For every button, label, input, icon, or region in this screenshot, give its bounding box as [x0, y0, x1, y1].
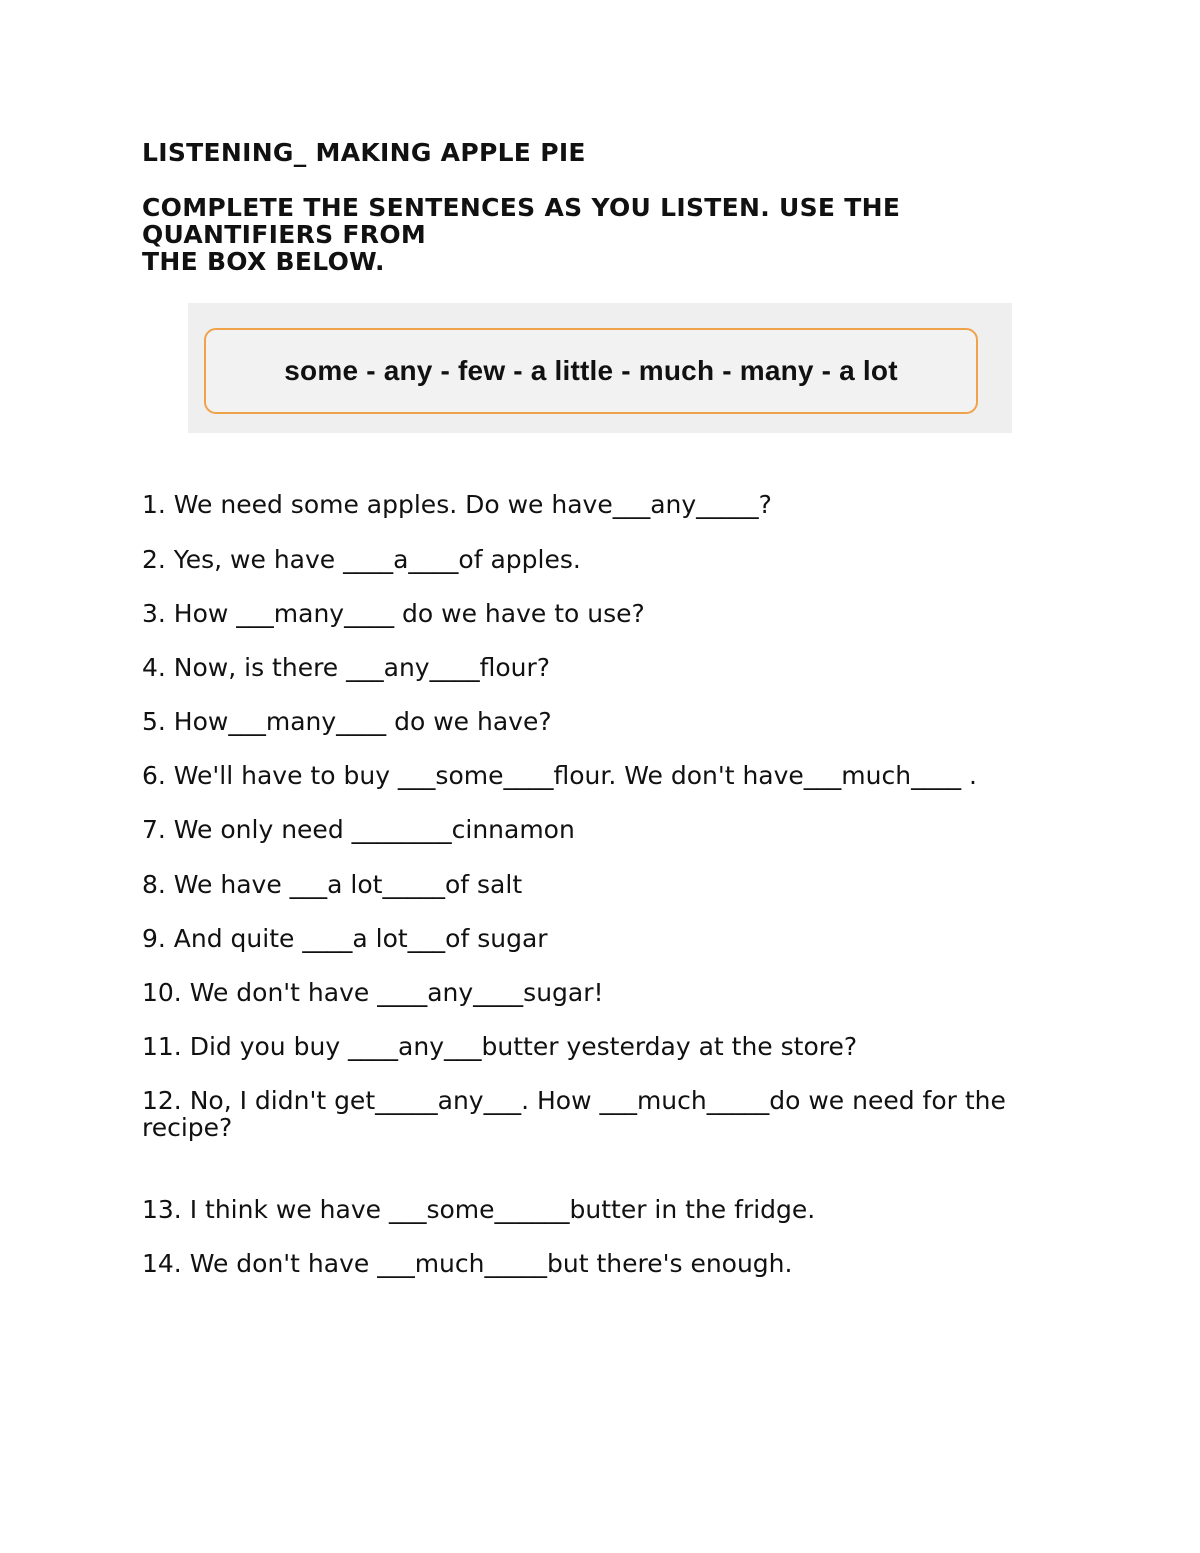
question-3: 3. How ___many____ do we have to use?: [142, 599, 645, 628]
question-6: 6. We'll have to buy ___some____flour. We don't have___much____ .: [142, 761, 977, 790]
question-9: 9. And quite ____a lot___of sugar: [142, 924, 548, 953]
worksheet-title: LISTENING_ MAKING APPLE PIE: [142, 138, 586, 167]
question-13: 13. I think we have ___some______butter in the fridge.: [142, 1195, 816, 1224]
instructions: [142, 194, 1042, 275]
word-box: [204, 328, 978, 414]
question-2: 2. Yes, we have ____a____of apples.: [142, 545, 581, 574]
question-5: 5. How___many____ do we have?: [142, 707, 552, 736]
question-1: 1. We need some apples. Do we have___any_____?: [142, 490, 772, 519]
word-box-text: some - any - few - a little - much - many - a lot: [284, 355, 898, 386]
question-11: 11. Did you buy ____any___butter yesterday at the store?: [142, 1032, 858, 1061]
word-box-panel: [188, 303, 1012, 433]
question-14: 14. We don't have ___much_____but there's enough.: [142, 1249, 793, 1278]
question-10: 10. We don't have ____any____sugar!: [142, 978, 604, 1007]
question-4: 4. Now, is there ___any____flour?: [142, 653, 551, 682]
question-12: 12. No, I didn't get_____any___. How ___much_____do we need for the recipe?: [142, 1086, 1006, 1142]
instructions-line-1: COMPLETE THE SENTENCES AS YOU LISTEN. USE THE QUANTIFIERS FROM: [142, 193, 901, 249]
instructions-line-2: THE BOX BELOW.: [142, 247, 385, 276]
question-8: 8. We have ___a lot_____of salt: [142, 870, 523, 899]
question-7: 7. We only need ________cinnamon: [142, 815, 575, 844]
